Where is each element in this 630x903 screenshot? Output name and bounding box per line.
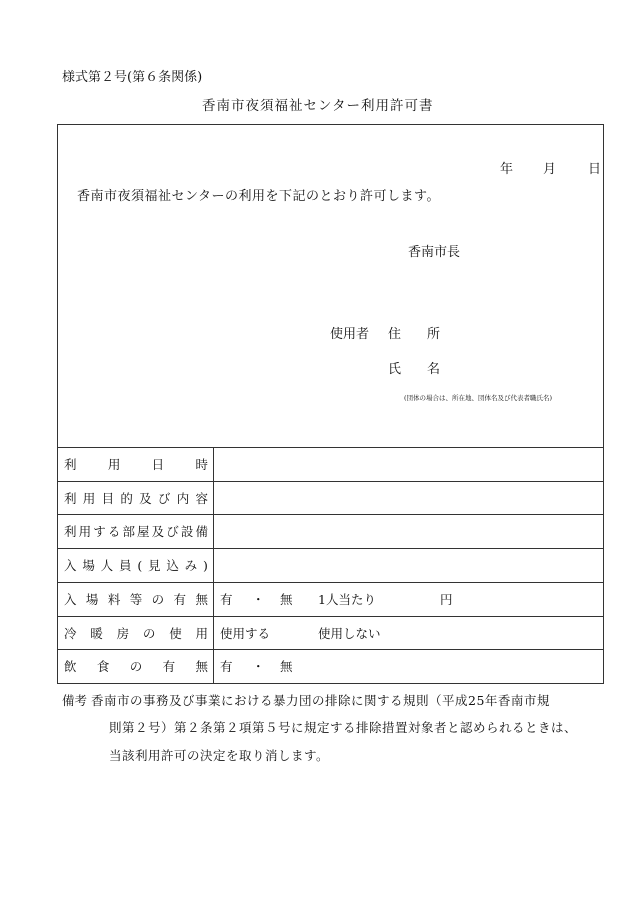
name-label: 氏 名: [388, 362, 441, 377]
date-month: 月: [543, 162, 557, 177]
row-label-usage-datetime: 利 用 日 時: [64, 457, 208, 472]
form-number: 様式第２号(第６条関係): [62, 70, 203, 85]
remarks-line-2: 則第２号）第２条第２項第５号に規定する排除措置対象者と認められるときは、: [109, 720, 578, 735]
mayor-label: 香南市長: [408, 245, 461, 260]
option-no: 無: [280, 592, 293, 607]
row-label-heating-cooling: 冷 暖 房 の 使 用: [64, 626, 208, 641]
permission-text: 香南市夜須福祉センターの利用を下記のとおり許可します。: [77, 189, 440, 204]
user-note: (団体の場合は、所在地、団体名及び代表者職氏名): [404, 394, 553, 402]
row-label-food-drink: 飲 食 の 有 無: [64, 659, 208, 674]
form-frame: [57, 124, 604, 684]
row-label-rooms-equipment: 利 用 す る 部 屋 及 び 設 備: [64, 524, 208, 539]
row-label-attendance: 入 場 人 員 ( 見 込 み ): [64, 558, 208, 573]
option-no: 無: [280, 659, 293, 674]
option-yes: 有: [220, 659, 233, 674]
address-label: 住 所: [388, 327, 441, 342]
table-column-divider: [213, 447, 214, 683]
yen-unit: 円: [440, 592, 453, 607]
row-label-entrance-fee: 入 場 料 等 の 有 無: [64, 592, 208, 607]
option-separator: ・: [252, 659, 265, 674]
option-separator: ・: [252, 592, 265, 607]
remarks-label: 備考: [62, 693, 88, 708]
option-not-use: 使用しない: [318, 626, 381, 641]
date-year: 年: [500, 162, 514, 177]
per-person-label: 1人当たり: [318, 592, 376, 607]
date-day: 日: [588, 162, 602, 177]
user-label: 使用者: [330, 327, 370, 342]
remarks-line-3: 当該利用許可の決定を取り消します。: [109, 748, 330, 763]
remarks-line-1: 香南市の事務及び事業における暴力団の排除に関する規則（平成25年香南市規: [91, 693, 550, 708]
option-yes: 有: [220, 592, 233, 607]
option-use: 使用する: [220, 626, 271, 641]
row-label-purpose: 利 用 目 的 及 び 内 容: [64, 491, 208, 506]
document-title: 香南市夜須福祉センター利用許可書: [202, 98, 434, 114]
